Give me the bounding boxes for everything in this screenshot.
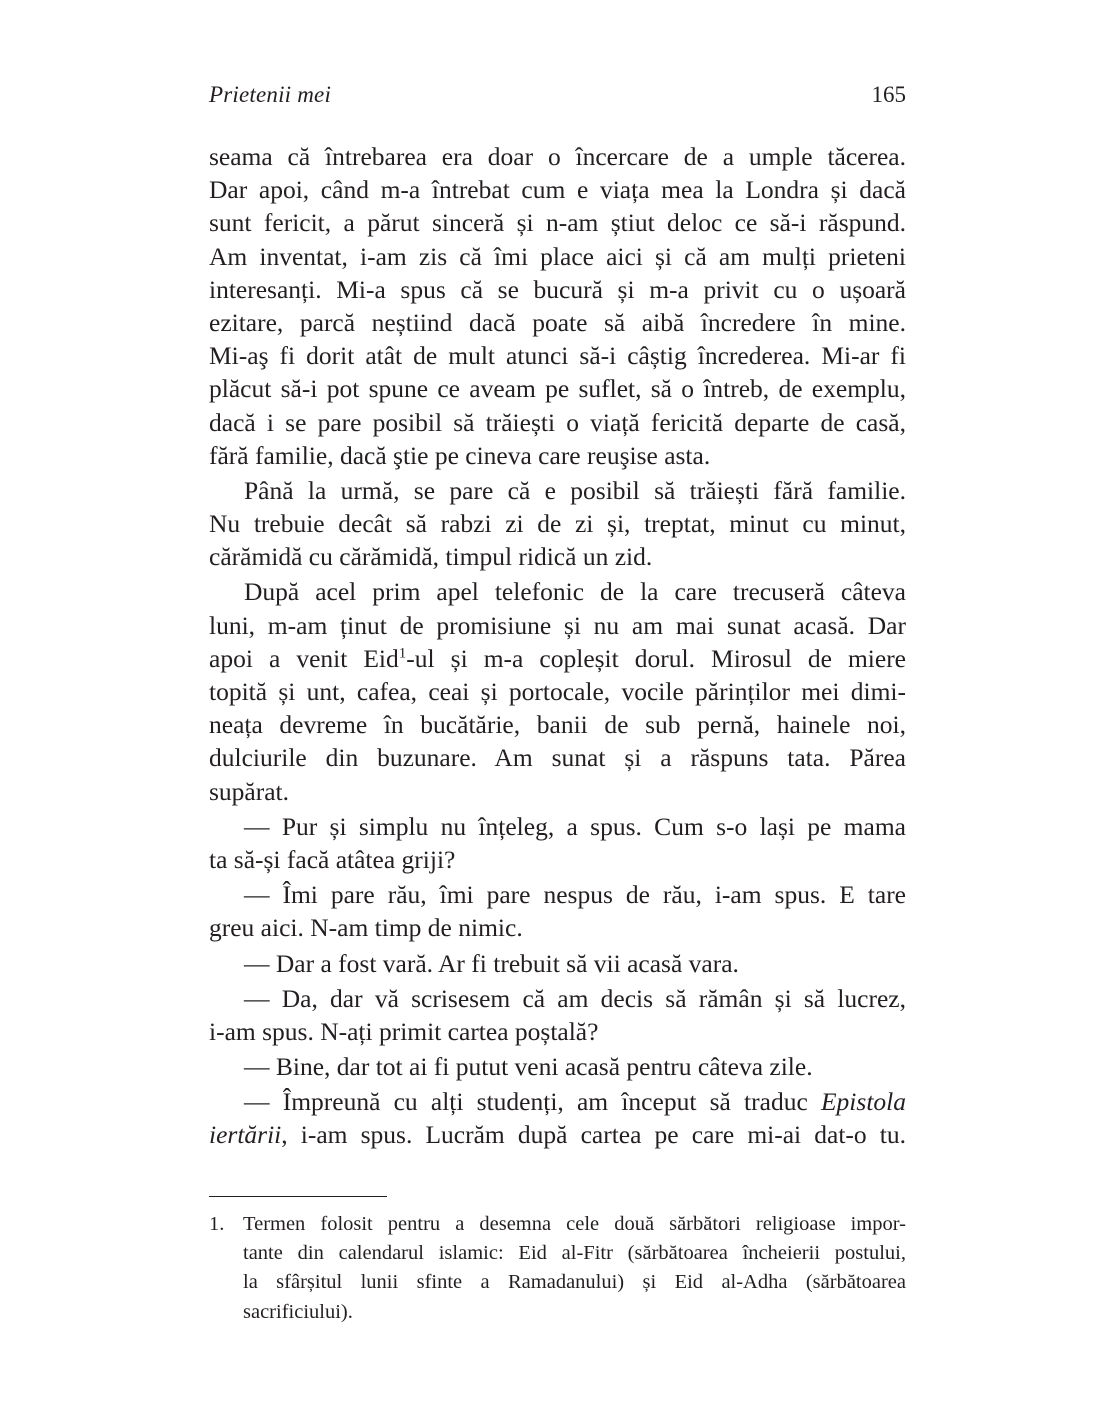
dialogue-paragraph — [209, 878, 906, 944]
text-line: Am inventat, i-am zis că îmi place aici și că am mulți prieteni — [209, 241, 906, 271]
text-line: neața devreme în bucătărie, banii de sub pernă, hainele noi, — [209, 710, 906, 740]
dialogue-paragraph — [209, 947, 906, 980]
text-line: i-am spus. N-ați primit cartea poștală? — [209, 1016, 599, 1046]
text-line: fără familie, dacă ştie pe cineva care reuşise asta. — [209, 440, 711, 470]
text-line: ta să-și facă atâtea griji? — [209, 844, 456, 874]
text-line — [209, 642, 906, 675]
text-line: — Da, dar vă scrisesem că am decis să rămân și să lucrez, — [244, 983, 906, 1013]
text-line: După acel prim apel telefonic de la care trecuseră câteva — [244, 577, 906, 607]
text-fragment: -ul și m-a copleșit dorul. Mirosul de miere — [406, 643, 906, 673]
dialogue-paragraph — [209, 810, 906, 876]
paragraph — [209, 140, 906, 472]
footnote — [209, 1210, 906, 1327]
text-line: interesanți. Mi-a spus că se bucură și m-a privit cu o ușoară — [209, 274, 906, 304]
page-number: 165 — [871, 82, 906, 107]
text-line: — Bine, dar tot ai fi putut veni acasă pentru câteva zile. — [244, 1052, 813, 1082]
running-header — [209, 82, 906, 118]
footnote-line: Termen folosit pentru a desemna cele două sărbători religioase impor- — [243, 1213, 906, 1235]
text-line: seama că întrebarea era doar o încercare de a umple tăcerea. — [209, 142, 906, 171]
running-title: Prietenii mei — [209, 82, 332, 107]
text-line — [209, 1118, 906, 1151]
paragraph — [209, 474, 906, 574]
text-fragment: — Împreună cu alți studenți, am început să traduc — [244, 1087, 821, 1117]
text-line: plăcut să-i pot spune ce aveam pe suflet, să o întreb, de exemplu, — [209, 374, 906, 404]
footnote-line: sacrificiului). — [243, 1300, 353, 1323]
dialogue-paragraph — [209, 1085, 906, 1151]
footnote-line: la sfârșitul lunii sfinte a Ramadanului) și Eid al-Adha (sărbătoarea — [243, 1271, 906, 1294]
paragraph — [209, 575, 906, 807]
text-fragment: apoi a venit Eid — [209, 643, 399, 673]
dialogue-paragraph — [209, 982, 906, 1048]
footnote-reference[interactable]: 1 — [398, 645, 407, 662]
book-title: Epistola — [820, 1087, 906, 1117]
book-title: iertării — [209, 1120, 282, 1150]
text-line: topită și unt, cafea, ceai și portocale, vocile părinților mei dimi- — [209, 677, 906, 706]
text-line: sunt fericit, a părut sinceră și n-am știut deloc ce să-i răspund. — [209, 208, 906, 238]
dialogue-paragraph — [209, 1050, 906, 1083]
footnote-separator — [209, 1196, 387, 1197]
text-line: Mi-aş fi dorit atât de mult atunci să-i câștig încrederea. Mi-ar fi — [209, 341, 906, 371]
text-line: dacă i se pare posibil să trăiești o viață fericită departe de casă, — [209, 407, 906, 437]
text-line: Dar apoi, când m-a întrebat cum e viața mea la Londra și dacă — [209, 175, 906, 205]
text-fragment: , i-am spus. Lucrăm după cartea pe care mi-ai dat-o tu. — [281, 1120, 906, 1150]
text-line: supărat. — [209, 776, 290, 806]
main-text — [209, 140, 906, 1152]
text-line: Nu trebuie decât să rabzi zi de zi și, treptat, minut cu minut, — [209, 509, 906, 539]
text-line: cărămidă cu cărămidă, timpul ridică un zid. — [209, 542, 653, 572]
text-line: dulciurile din buzunare. Am sunat și a răspuns tata. Părea — [209, 743, 906, 773]
text-line — [209, 1085, 906, 1118]
text-line: — Îmi pare rău, îmi pare nespus de rău, i-am spus. E tare — [244, 880, 906, 910]
text-line: — Dar a fost vară. Ar fi trebuit să vii acasă vara. — [244, 948, 739, 978]
text-line: luni, m-am ținut de promisiune și nu am mai sunat acasă. Dar — [209, 610, 906, 640]
footnote-line: tante din calendarul islamic: Eid al-Fitr (sărbătoarea încheierii postului, — [243, 1242, 906, 1265]
text-line: ezitare, parcă neștiind dacă poate să aibă încredere în mine. — [209, 307, 906, 337]
text-line: — Pur și simplu nu înțeleg, a spus. Cum s-o lași pe mama — [244, 811, 906, 841]
text-line: Până la urmă, se pare că e posibil să trăiești fără familie. — [244, 475, 906, 505]
footnote-text — [243, 1210, 906, 1327]
text-line: greu aici. N-am timp de nimic. — [209, 913, 523, 943]
footnote-number: 1. — [209, 1213, 225, 1235]
